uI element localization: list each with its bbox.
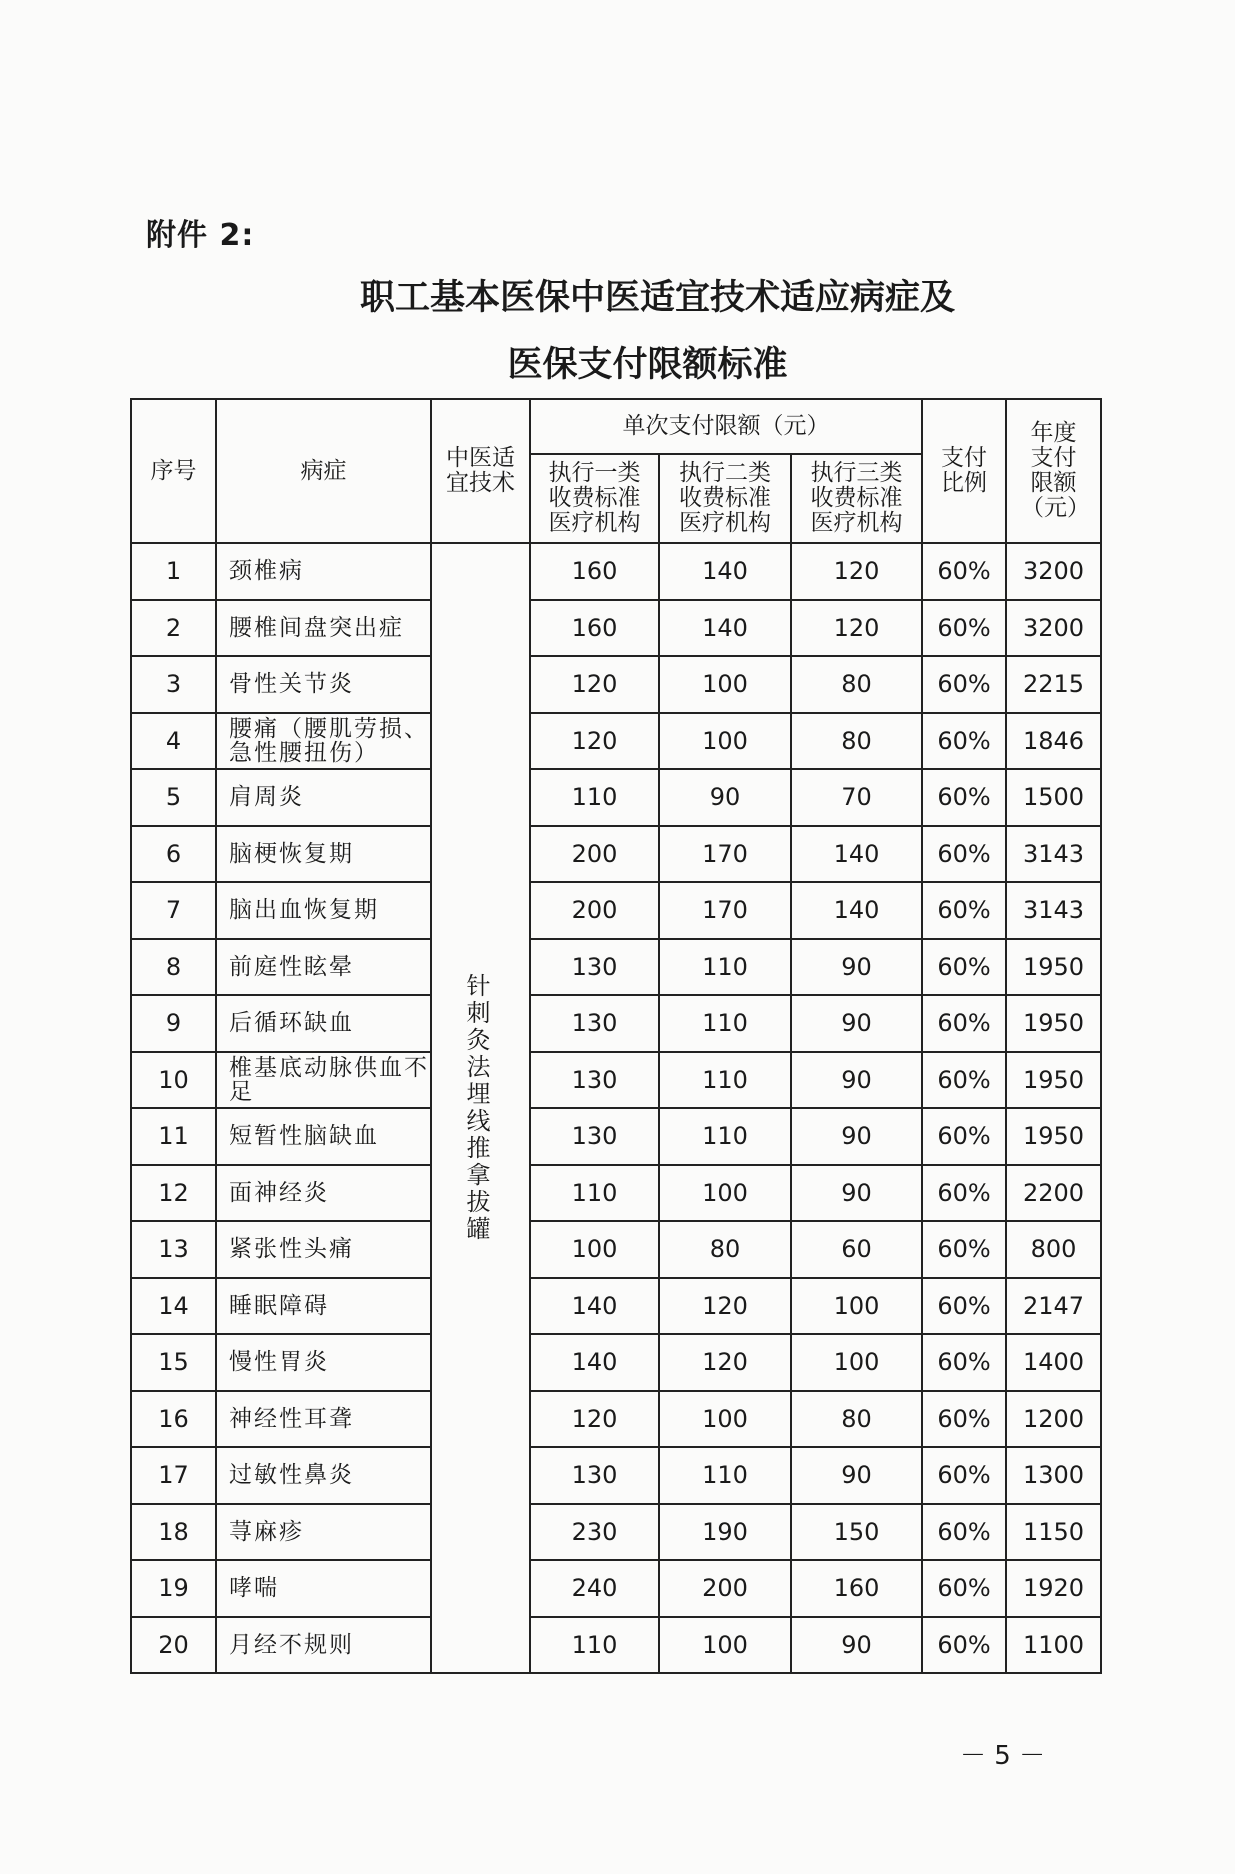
disease-name: 前庭性眩晕	[216, 939, 431, 996]
class3-limit: 90	[791, 1447, 922, 1504]
payment-ratio: 60%	[922, 769, 1006, 826]
class2-limit: 110	[659, 939, 791, 996]
annual-limit: 2215	[1006, 656, 1101, 713]
class1-limit: 130	[530, 1052, 659, 1109]
class3-limit: 90	[791, 1052, 922, 1109]
class2-limit: 120	[659, 1334, 791, 1391]
class3-limit: 140	[791, 826, 922, 883]
payment-ratio: 60%	[922, 1108, 1006, 1165]
payment-ratio: 60%	[922, 1560, 1006, 1617]
header-disease: 病症	[216, 399, 431, 543]
payment-ratio: 60%	[922, 713, 1006, 770]
disease-name: 慢性胃炎	[216, 1334, 431, 1391]
annual-limit: 1950	[1006, 1052, 1101, 1109]
row-number: 13	[131, 1221, 216, 1278]
disease-name: 脑出血恢复期	[216, 882, 431, 939]
table-row	[131, 656, 1101, 713]
annual-limit: 1150	[1006, 1504, 1101, 1561]
payment-ratio: 60%	[922, 600, 1006, 657]
class2-limit: 190	[659, 1504, 791, 1561]
header-annual: 年度支付限额（元）	[1006, 399, 1101, 543]
disease-name: 骨性关节炎	[216, 656, 431, 713]
row-number: 11	[131, 1108, 216, 1165]
table-row	[131, 1278, 1101, 1335]
class3-limit: 80	[791, 1391, 922, 1448]
page-number: － 5 －	[960, 1741, 1046, 1771]
annual-limit: 1200	[1006, 1391, 1101, 1448]
class3-limit: 80	[791, 656, 922, 713]
payment-ratio: 60%	[922, 1165, 1006, 1222]
class3-limit: 90	[791, 1108, 922, 1165]
row-number: 8	[131, 939, 216, 996]
header-technique: 中医适宜技术	[431, 399, 530, 543]
class1-limit: 100	[530, 1221, 659, 1278]
class2-limit: 100	[659, 1391, 791, 1448]
row-number: 4	[131, 713, 216, 770]
table-row	[131, 713, 1101, 770]
table-row	[131, 1617, 1101, 1674]
class2-limit: 110	[659, 1447, 791, 1504]
table-row	[131, 1447, 1101, 1504]
class2-limit: 100	[659, 713, 791, 770]
class1-limit: 160	[530, 543, 659, 600]
table-row	[131, 1504, 1101, 1561]
class3-limit: 60	[791, 1221, 922, 1278]
document-title-line2: 医保支付限额标准	[507, 344, 788, 385]
class1-limit: 200	[530, 882, 659, 939]
class1-limit: 130	[530, 939, 659, 996]
class2-limit: 200	[659, 1560, 791, 1617]
disease-name: 后循环缺血	[216, 995, 431, 1052]
annual-limit: 1950	[1006, 995, 1101, 1052]
class2-limit: 110	[659, 1052, 791, 1109]
disease-name: 紧张性头痛	[216, 1221, 431, 1278]
payment-ratio: 60%	[922, 1391, 1006, 1448]
table-row	[131, 1165, 1101, 1222]
class3-limit: 140	[791, 882, 922, 939]
annual-limit: 1950	[1006, 939, 1101, 996]
table-row	[131, 1052, 1101, 1109]
header-single-limit: 单次支付限额（元）	[530, 399, 922, 454]
disease-name: 腰痛（腰肌劳损、急性腰扭伤）	[216, 713, 431, 770]
annual-limit: 3143	[1006, 882, 1101, 939]
disease-name: 哮喘	[216, 1560, 431, 1617]
disease-name: 过敏性鼻炎	[216, 1447, 431, 1504]
table-row	[131, 600, 1101, 657]
class1-limit: 140	[530, 1334, 659, 1391]
technique-cell: 针刺灸法埋线推拿拔罐	[431, 543, 530, 1673]
class1-limit: 240	[530, 1560, 659, 1617]
class1-limit: 130	[530, 1108, 659, 1165]
row-number: 5	[131, 769, 216, 826]
class3-limit: 90	[791, 1617, 922, 1674]
class2-limit: 100	[659, 656, 791, 713]
payment-ratio: 60%	[922, 543, 1006, 600]
annual-limit: 1950	[1006, 1108, 1101, 1165]
class1-limit: 230	[530, 1504, 659, 1561]
class1-limit: 110	[530, 1617, 659, 1674]
class3-limit: 120	[791, 600, 922, 657]
document-title-line1: 职工基本医保中医适宜技术适应病症及	[359, 277, 955, 318]
disease-name: 肩周炎	[216, 769, 431, 826]
class3-limit: 160	[791, 1560, 922, 1617]
class2-limit: 80	[659, 1221, 791, 1278]
header-seq: 序号	[131, 399, 216, 543]
table-row	[131, 995, 1101, 1052]
class1-limit: 120	[530, 713, 659, 770]
payment-ratio: 60%	[922, 1221, 1006, 1278]
row-number: 16	[131, 1391, 216, 1448]
class1-limit: 110	[530, 769, 659, 826]
header-class1: 执行一类收费标准医疗机构	[530, 454, 659, 543]
annual-limit: 1100	[1006, 1617, 1101, 1674]
class2-limit: 110	[659, 995, 791, 1052]
table-row	[131, 1108, 1101, 1165]
row-number: 17	[131, 1447, 216, 1504]
class2-limit: 120	[659, 1278, 791, 1335]
class3-limit: 100	[791, 1334, 922, 1391]
annual-limit: 3143	[1006, 826, 1101, 883]
class1-limit: 120	[530, 656, 659, 713]
table-row	[131, 543, 1101, 600]
table-row	[131, 939, 1101, 996]
table-row	[131, 826, 1101, 883]
row-number: 15	[131, 1334, 216, 1391]
row-number: 20	[131, 1617, 216, 1674]
disease-name: 睡眠障碍	[216, 1278, 431, 1335]
class1-limit: 140	[530, 1278, 659, 1335]
row-number: 10	[131, 1052, 216, 1109]
class3-limit: 70	[791, 769, 922, 826]
class3-limit: 100	[791, 1278, 922, 1335]
row-number: 6	[131, 826, 216, 883]
class2-limit: 110	[659, 1108, 791, 1165]
row-number: 3	[131, 656, 216, 713]
class1-limit: 160	[530, 600, 659, 657]
annual-limit: 3200	[1006, 600, 1101, 657]
class3-limit: 80	[791, 713, 922, 770]
table-row	[131, 1221, 1101, 1278]
annual-limit: 1300	[1006, 1447, 1101, 1504]
row-number: 19	[131, 1560, 216, 1617]
header-class2: 执行二类收费标准医疗机构	[659, 454, 791, 543]
row-number: 12	[131, 1165, 216, 1222]
annual-limit: 3200	[1006, 543, 1101, 600]
class2-limit: 140	[659, 600, 791, 657]
class3-limit: 150	[791, 1504, 922, 1561]
payment-ratio: 60%	[922, 1617, 1006, 1674]
payment-ratio: 60%	[922, 882, 1006, 939]
annual-limit: 1500	[1006, 769, 1101, 826]
header-class3: 执行三类收费标准医疗机构	[791, 454, 922, 543]
table-row	[131, 1334, 1101, 1391]
payment-ratio: 60%	[922, 1278, 1006, 1335]
payment-ratio: 60%	[922, 1504, 1006, 1561]
class2-limit: 90	[659, 769, 791, 826]
class1-limit: 130	[530, 995, 659, 1052]
annual-limit: 1920	[1006, 1560, 1101, 1617]
disease-name: 颈椎病	[216, 543, 431, 600]
row-number: 9	[131, 995, 216, 1052]
annual-limit: 1846	[1006, 713, 1101, 770]
payment-ratio: 60%	[922, 656, 1006, 713]
payment-ratio: 60%	[922, 939, 1006, 996]
row-number: 14	[131, 1278, 216, 1335]
row-number: 7	[131, 882, 216, 939]
table-row	[131, 1391, 1101, 1448]
annual-limit: 800	[1006, 1221, 1101, 1278]
class2-limit: 140	[659, 543, 791, 600]
class1-limit: 120	[530, 1391, 659, 1448]
disease-name: 神经性耳聋	[216, 1391, 431, 1448]
disease-name: 荨麻疹	[216, 1504, 431, 1561]
class2-limit: 100	[659, 1617, 791, 1674]
disease-name: 短暂性脑缺血	[216, 1108, 431, 1165]
class3-limit: 120	[791, 543, 922, 600]
row-number: 2	[131, 600, 216, 657]
disease-name: 面神经炎	[216, 1165, 431, 1222]
disease-name: 椎基底动脉供血不足	[216, 1052, 431, 1109]
class3-limit: 90	[791, 939, 922, 996]
disease-name: 月经不规则	[216, 1617, 431, 1674]
class2-limit: 170	[659, 826, 791, 883]
payment-ratio: 60%	[922, 1052, 1006, 1109]
class2-limit: 100	[659, 1165, 791, 1222]
class1-limit: 110	[530, 1165, 659, 1222]
table-row	[131, 1560, 1101, 1617]
payment-ratio: 60%	[922, 1447, 1006, 1504]
disease-name: 腰椎间盘突出症	[216, 600, 431, 657]
payment-ratio: 60%	[922, 826, 1006, 883]
annual-limit: 2147	[1006, 1278, 1101, 1335]
disease-name: 脑梗恢复期	[216, 826, 431, 883]
class2-limit: 170	[659, 882, 791, 939]
row-number: 1	[131, 543, 216, 600]
payment-limit-table	[130, 398, 1102, 1674]
annual-limit: 2200	[1006, 1165, 1101, 1222]
annual-limit: 1400	[1006, 1334, 1101, 1391]
payment-ratio: 60%	[922, 1334, 1006, 1391]
class1-limit: 200	[530, 826, 659, 883]
attachment-label: 附件 2:	[146, 218, 255, 253]
payment-ratio: 60%	[922, 995, 1006, 1052]
class3-limit: 90	[791, 995, 922, 1052]
row-number: 18	[131, 1504, 216, 1561]
class1-limit: 130	[530, 1447, 659, 1504]
header-ratio: 支付比例	[922, 399, 1006, 543]
table-row	[131, 882, 1101, 939]
class3-limit: 90	[791, 1165, 922, 1222]
table-row	[131, 769, 1101, 826]
